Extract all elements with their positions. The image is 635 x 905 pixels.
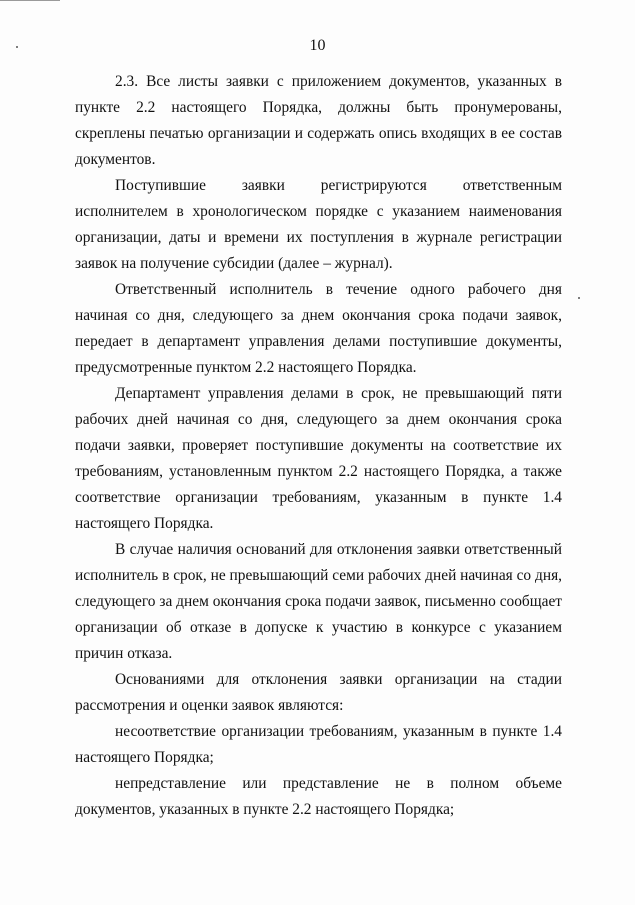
- paragraph-transfer: Ответственный исполнитель в течение одного рабочего дня начиная со дня, следующего за днем окончания срока подачи заявок, передает в департамент управления делами поступившие документы, предусмотренные пунктом 2.2 настоящего Порядка.: [75, 281, 562, 376]
- paragraph-ground-incomplete-docs: непредставление или представление не в полном объеме документов, указанных в пункте 2.2 настоящего Порядка;: [75, 775, 562, 818]
- paragraph-ground-noncompliance: несоответствие организации требованиям, указанным в пункте 1.4 настоящего Порядка;: [75, 723, 562, 766]
- paragraph-2-3-sheets: 2.3. Все листы заявки с приложением документов, указанных в пункте 2.2 настоящего Порядка, должны быть пронумерованы, скреплены печатью организации и содержать опись входящих в ее состав документов.: [75, 73, 562, 168]
- paragraph-registration: Поступившие заявки регистрируются ответственным исполнителем в хронологическом порядке с указанием наименования организации, даты и времени их поступления в журнале регистрации заявок на получение субсидии (далее – журнал).: [75, 177, 562, 272]
- paragraph-department-check: Департамент управления делами в срок, не превышающий пяти рабочих дней начиная со дня, следующего за днем окончания срока подачи заявки, проверяет поступившие документы на соответствие их требованиям, установленным пунктом 2.2 настоящего Порядка, а также соответствие организации требованиям, указанным в пункте 1.4 настоящего Порядка.: [75, 385, 562, 532]
- paragraph-rejection-grounds: Основаниями для отклонения заявки организации на стадии рассмотрения и оценки заявок являются:: [75, 671, 562, 714]
- scan-edge-line: [0, 0, 60, 1]
- page-number: 10: [309, 37, 326, 54]
- paragraph-rejection-notice: В случае наличия оснований для отклонения заявки ответственный исполнитель в срок, не превышающий семи рабочих дней начиная со дня, следующего за днем окончания срока подачи заявок, письменно сообщает организации об отказе в допуске к участию в конкурсе с указанием причин отказа.: [75, 541, 562, 662]
- document-body: [75, 69, 562, 823]
- scan-speck: [578, 297, 580, 299]
